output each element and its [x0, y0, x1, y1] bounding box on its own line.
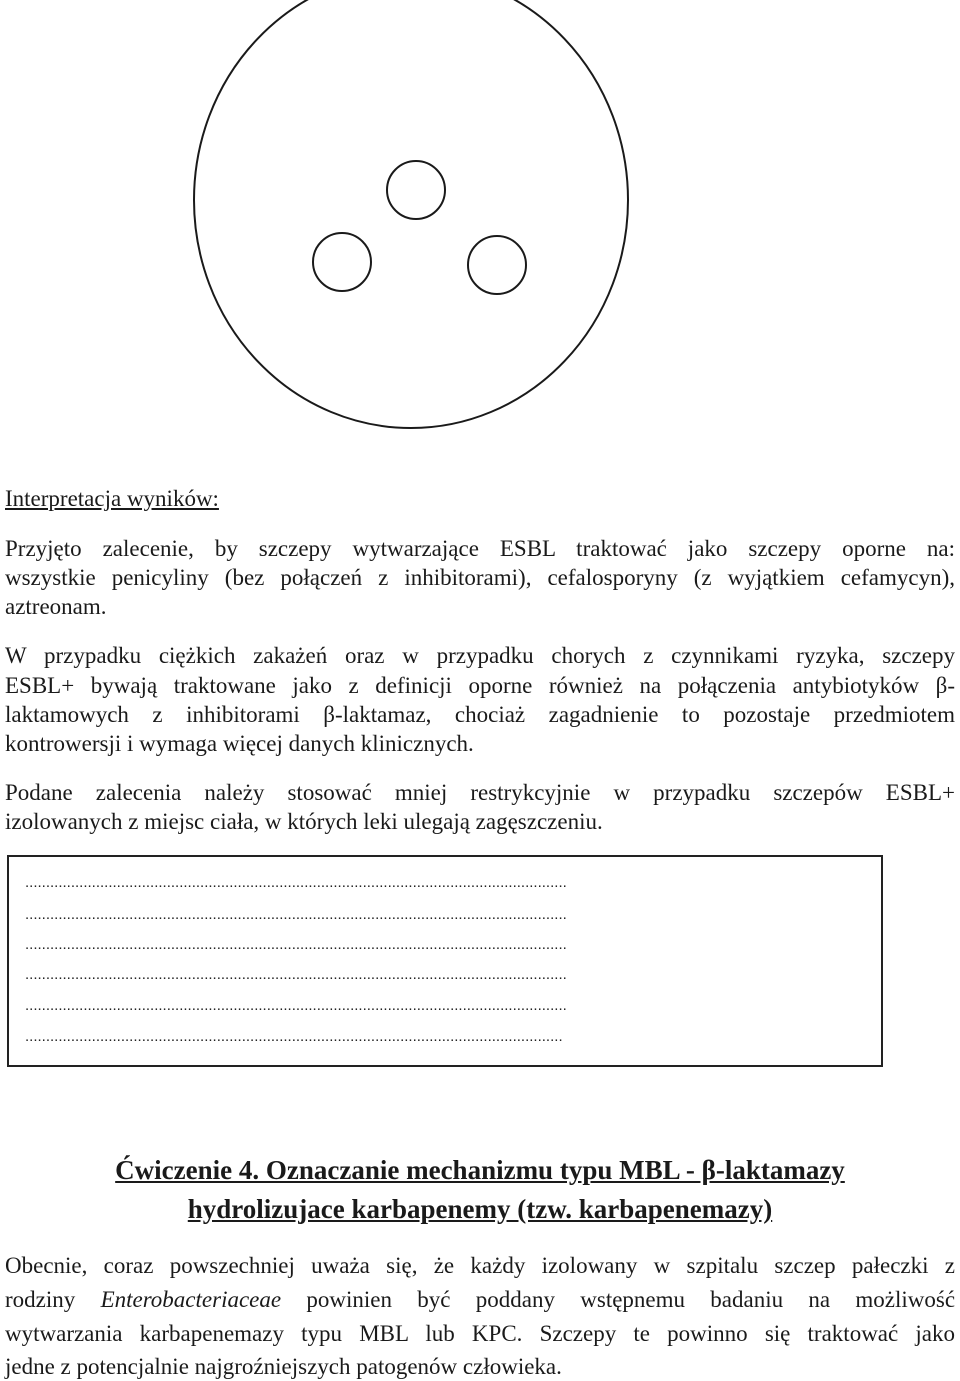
- exercise-4-para-line-2: [5, 1285, 955, 1314]
- paragraph-3-line-1: Podane zalecenia należy stosować mniej restrykcyjnie w przypadku szczepów ESBL+: [5, 780, 955, 805]
- petri-plate-diagram: [0, 0, 960, 440]
- paragraph-2-line-1: W przypadku ciężkich zakażeń oraz w przypadku chorych z czynnikami ryzyka, szczepy: [5, 643, 955, 668]
- paragraph-2-line-3: laktamowych z inhibitorami β-laktamaz, chociaż zagadnienie to pozostaje przedmiotem: [5, 702, 955, 727]
- answer-dotted-line: ..................................................................................................................................: [25, 875, 567, 890]
- exercise-4-para-line-1: Obecnie, coraz powszechniej uważa się, że każdy izolowany w szpitalu szczep pałeczki z: [5, 1253, 955, 1278]
- answer-dotted-line: ..................................................................................................................................: [25, 998, 567, 1013]
- answer-dotted-line: ..................................................................................................................................: [25, 907, 567, 922]
- paragraph-3-line-2: izolowanych z miejsc ciała, w których leki ulegają zagęszczeniu.: [5, 809, 603, 834]
- exercise-4-para-line-4: jedne z potencjalnie najgroźniejszych patogenów człowieka.: [5, 1354, 562, 1379]
- exercise-4-title-line-1: Ćwiczenie 4. Oznaczanie mechanizmu typu MBL - β-laktamazy: [115, 1155, 845, 1185]
- answer-dotted-line: .................................................................................................................................: [25, 1029, 563, 1044]
- paragraph-2-line-4: kontrowersji i wymaga więcej danych klinicznych.: [5, 731, 474, 756]
- exercise-4-title-line-2: hydrolizujace karbapenemy (tzw. karbapenemazy): [187, 1194, 773, 1224]
- answer-dotted-line: ..................................................................................................................................: [25, 937, 567, 952]
- para-text: powinien być poddany wstępnemu badaniu na możliwość: [306, 1287, 956, 1312]
- paragraph-1-line-3: aztreonam.: [5, 594, 107, 619]
- antibiotic-disc-left: [313, 233, 371, 291]
- antibiotic-disc-right: [468, 236, 526, 294]
- paragraph-2-line-2: ESBL+ bywają traktowane jako z definicji oporne również na połączenia antybiotyków β-: [5, 673, 955, 698]
- petri-dish-outline: [194, 0, 628, 428]
- taxon-name: Enterobacteriaceae: [100, 1287, 282, 1312]
- answer-box[interactable]: [7, 855, 883, 1067]
- antibiotic-disc-top: [387, 161, 445, 219]
- exercise-4-para-line-3: wytwarzania karbapenemazy typu MBL lub KPC. Szczepy te powinno się traktować jako: [5, 1321, 955, 1346]
- paragraph-1-line-2: wszystkie penicyliny (bez połączeń z inhibitorami), cefalosporyny (z wyjątkiem cefamycyn),: [5, 565, 955, 590]
- interpretation-heading: Interpretacja wyników:: [5, 486, 219, 511]
- para-text: rodziny: [5, 1287, 76, 1312]
- paragraph-1-line-1: Przyjęto zalecenie, by szczepy wytwarzające ESBL traktować jako szczepy oporne na:: [5, 536, 955, 561]
- answer-dotted-line: ..................................................................................................................................: [25, 967, 567, 982]
